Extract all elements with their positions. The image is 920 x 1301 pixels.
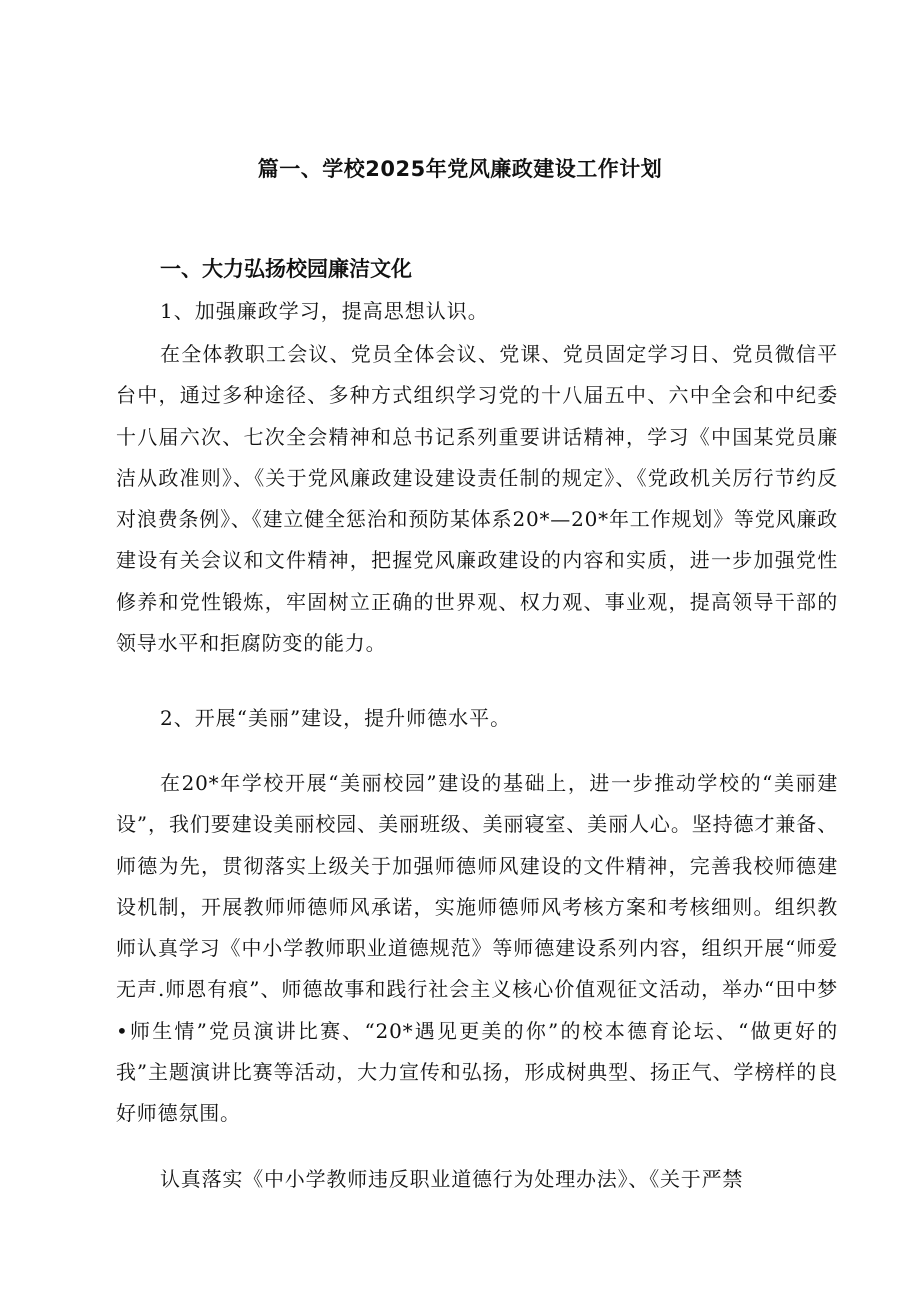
paragraph-2: 在20*年学校开展“美丽校园”建设的基础上，进一步推动学校的“美丽建设”，我们要建设美丽校园、美丽班级、美丽寝室、美丽人心。坚持德才兼备、师德为先，贯彻落实上级关于加强师德师风建设的文件精神，完善我校师德建设机制，开展教师师德师风承诺，实施师德师风考核方案和考核细则。组织教师认真学习《中小学教师职业道德规范》等师德建设系列内容，组织开展“师爱无声.师恩有痕”、师德故事和践行社会主义核心价值观征文活动，举办“田中梦•师生情”党员演讲比赛、“20*遇见更美的你”的校本德育论坛、“做更好的我”主题演讲比赛等活动，大力宣传和弘扬，形成树典型、扬正气、学榜样的良好师德氛围。 xyxy=(116,771,838,1126)
section-heading: 一、大力弘扬校园廉洁文化 xyxy=(160,257,412,281)
paragraph-3: 认真落实《中小学教师违反职业道德行为处理办法》、《关于严禁 xyxy=(160,1167,744,1191)
document-title: 篇一、学校2025年党风廉政建设工作计划 xyxy=(257,157,663,181)
subsection-heading-1: 1、加强廉政学习，提高思想认识。 xyxy=(160,299,489,323)
subsection-heading-2: 2、开展“美丽”建设，提升师德水平。 xyxy=(160,706,512,730)
paragraph-1: 在全体教职工会议、党员全体会议、党课、党员固定学习日、党员微信平台中，通过多种途径、多种方式组织学习党的十八届五中、六中全会和中纪委十八届六次、七次全会精神和总书记系列重要讲话精神，学习《中国某党员廉洁从政准则》、《关于党风廉政建设建设责任制的规定》、《党政机关厉行节约反对浪费条例》、《建立健全惩治和预防某体系20*—20*年工作规划》等党风廉政建设有关会议和文件精神，把握党风廉政建设的内容和实质，进一步加强党性修养和党性锻炼，牢固树立正确的世界观、权力观、事业观，提高领导干部的领导水平和拒腐防变的能力。 xyxy=(116,342,838,656)
